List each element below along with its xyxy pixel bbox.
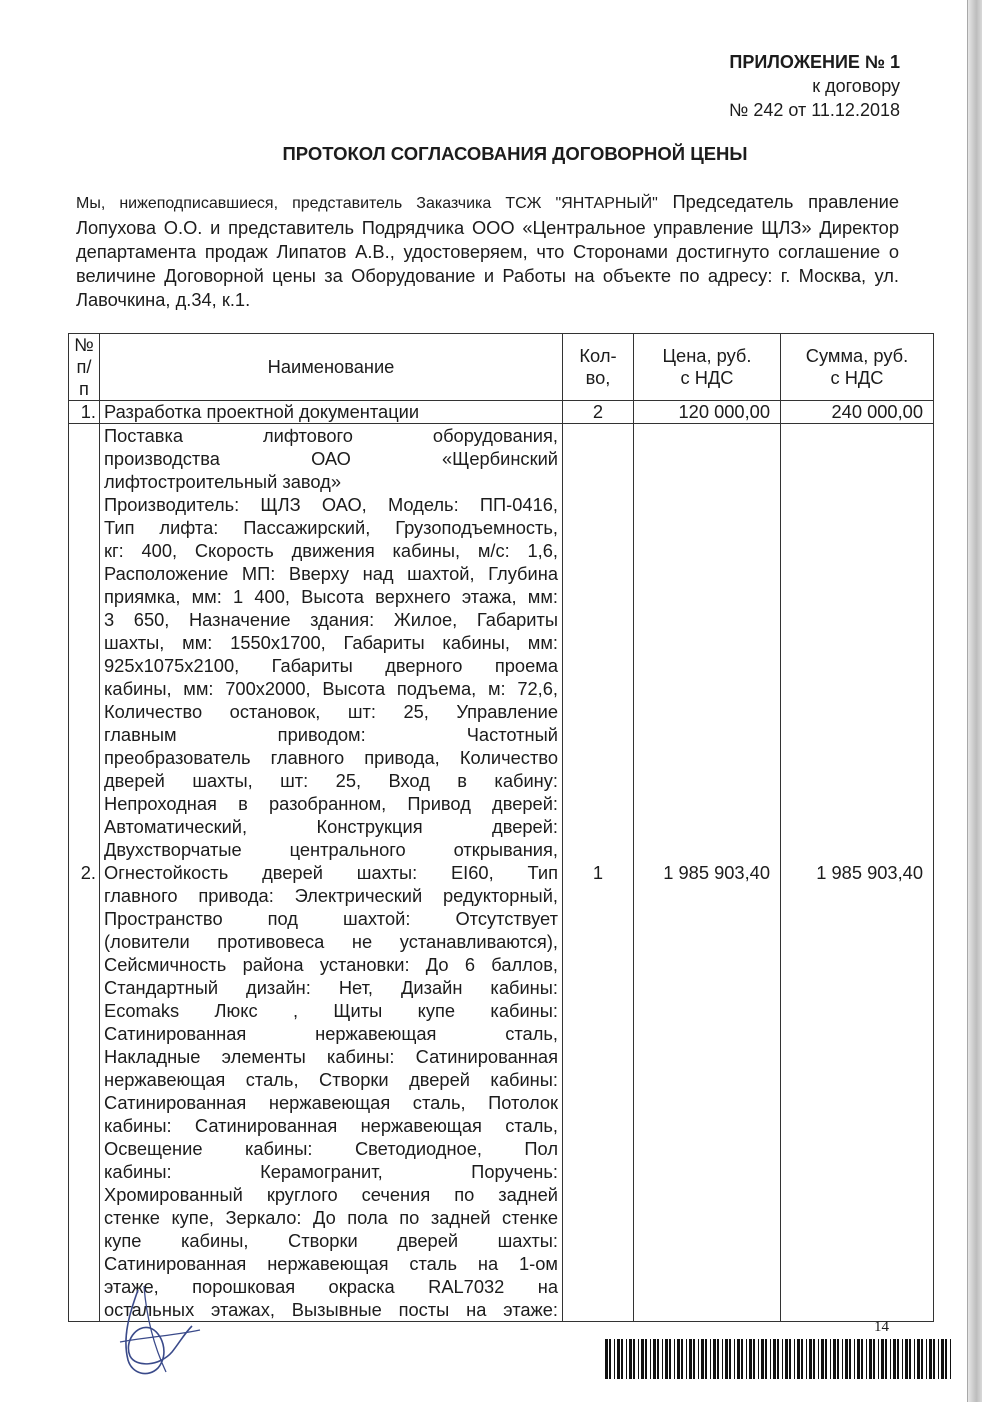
barcode-bar <box>729 1339 731 1379</box>
description-line: лифтостроительный завод» <box>104 471 342 492</box>
description-line: Количество остановок, шт: 25, Управление <box>104 701 558 722</box>
description-line: Непроходная в разобранном, Привод дверей: <box>104 793 558 814</box>
barcode-bar <box>753 1339 755 1379</box>
description-line: Автоматический, Конструкция дверей: <box>104 816 558 837</box>
barcode-bar <box>873 1339 875 1379</box>
description-line: дверей шахты, шт: 25, Вход в кабину: <box>104 770 558 791</box>
barcode-bar <box>641 1339 644 1379</box>
barcode-bar <box>693 1339 695 1379</box>
barcode-bar <box>681 1339 683 1379</box>
barcode-bar <box>861 1339 863 1379</box>
barcode-bar <box>770 1339 771 1379</box>
barcode-bar <box>645 1339 647 1379</box>
description-line: преобразователь главного привода, Количество <box>104 747 558 768</box>
description-line: Сатинированная нержавеющая сталь на 1-ом <box>104 1253 558 1274</box>
barcode-bar <box>657 1339 659 1379</box>
table-row <box>69 401 934 424</box>
barcode-bar <box>933 1339 935 1379</box>
description-line: Двухстворчатые центрального открывания, <box>104 839 558 860</box>
barcode-bar <box>893 1339 896 1379</box>
description-line: кабины: Керамогранит, Поручень: <box>104 1161 558 1182</box>
intro-paragraph <box>76 190 899 312</box>
description-line: кабины, мм: 700х2000, Высота подъема, м: 72,6, <box>104 678 558 699</box>
row-price: 1 985 903,40 <box>634 424 781 1322</box>
barcode-bar <box>809 1339 812 1379</box>
price-table <box>68 333 934 1322</box>
barcode-bar <box>945 1339 947 1379</box>
barcode-bar <box>837 1339 839 1379</box>
barcode-bar <box>902 1339 903 1379</box>
description-line: кабины: Сатинированная нержавеющая сталь, <box>104 1115 558 1136</box>
description-line: шахты, мм: 1550х1700, Габариты кабины, мм: <box>104 632 558 653</box>
description-line: купе кабины, Створки дверей шахты: <box>104 1230 558 1251</box>
description-line: главным приводом: Частотный <box>104 724 558 745</box>
appendix-header <box>729 50 900 122</box>
description-line: 925х1075х2100, Габариты дверного проема <box>104 655 558 676</box>
header-qty: Кол- во, <box>563 334 634 401</box>
barcode-bar <box>737 1339 740 1379</box>
barcode-bar <box>842 1339 843 1379</box>
barcode-bar <box>686 1339 687 1379</box>
row-description <box>100 424 563 1322</box>
barcode-bar <box>621 1339 623 1379</box>
description-line: (ловители противовеса не устанавливаются), <box>104 931 558 952</box>
barcode-bar <box>617 1339 620 1379</box>
barcode-bar <box>765 1339 767 1379</box>
barcode-bar <box>833 1339 836 1379</box>
barcode-bar <box>905 1339 908 1379</box>
row-sum: 240 000,00 <box>781 401 934 424</box>
barcode-bar <box>854 1339 855 1379</box>
barcode-bar <box>821 1339 824 1379</box>
barcode-bar <box>717 1339 719 1379</box>
barcode-bar <box>929 1339 932 1379</box>
description-line: приямка, мм: 1 400, Высота верхнего этажа, мм: <box>104 586 558 607</box>
barcode-bar <box>626 1339 627 1379</box>
barcode-bar <box>773 1339 776 1379</box>
barcode-bar <box>909 1339 911 1379</box>
barcode-bar <box>741 1339 743 1379</box>
barcode-image <box>605 1339 955 1379</box>
header-sum: Сумма, руб. с НДС <box>781 334 934 401</box>
barcode-bar <box>950 1339 951 1379</box>
barcode-bar <box>605 1339 608 1379</box>
description-line: Хромированный круглого сечения по задней <box>104 1184 558 1205</box>
barcode-bar <box>845 1339 848 1379</box>
barcode-bar <box>818 1339 819 1379</box>
description-line: главного привода: Электрический редукторный, <box>104 885 558 906</box>
barcode-bar <box>698 1339 699 1379</box>
barcode-bar <box>722 1339 723 1379</box>
description-line: этаже, порошковая окраска RAL7032 на <box>104 1276 558 1297</box>
barcode-bar <box>689 1339 692 1379</box>
barcode-bar <box>710 1339 711 1379</box>
barcode-bar <box>869 1339 872 1379</box>
description-line: Пространство под шахтой: Отсутствует <box>104 908 558 929</box>
page-number: 14 <box>874 1319 889 1335</box>
barcode-bar <box>701 1339 704 1379</box>
barcode-bar <box>813 1339 815 1379</box>
row-num: 1. <box>69 401 100 424</box>
description-line: 3 650, Назначение здания: Жилое, Габариты <box>104 609 558 630</box>
barcode-bar <box>761 1339 764 1379</box>
barcode-bar <box>830 1339 831 1379</box>
barcode-bar <box>794 1339 795 1379</box>
barcode-bar <box>758 1339 759 1379</box>
barcode-bar <box>609 1339 611 1379</box>
document-title: ПРОТОКОЛ СОГЛАСОВАНИЯ ДОГОВОРНОЙ ЦЕНЫ <box>282 143 748 164</box>
barcode-bar <box>797 1339 800 1379</box>
description-line: Ecomaks Люкс , Щиты купе кабины: <box>104 1000 558 1021</box>
description-line: Стандартный дизайн: Нет, Дизайн кабины: <box>104 977 558 998</box>
description-line: Огнестойкость дверей шахты: EI60, Тип <box>104 862 558 883</box>
description-line: Освещение кабины: Светодиодное, Пол <box>104 1138 558 1159</box>
intro-lead: Мы, нижеподписавшиеся, представитель Заказчика ТСЖ "ЯНТАРНЫЙ" <box>76 195 658 212</box>
table-row <box>69 424 934 1322</box>
description-line: Сатинированная нержавеющая сталь, <box>104 1023 558 1044</box>
description-line: Тип лифта: Пассажирский, Грузоподъемность, <box>104 517 558 538</box>
barcode-bar <box>677 1339 680 1379</box>
barcode-bar <box>885 1339 887 1379</box>
description-line: нержавеющая сталь, Створки дверей кабины: <box>104 1069 558 1090</box>
barcode-bar <box>633 1339 635 1379</box>
barcode-bar <box>926 1339 927 1379</box>
barcode-bar <box>878 1339 879 1379</box>
description-line: Производитель: ЩЛЗ ОАО, Модель: ПП-0416, <box>104 494 558 515</box>
header-name: Наименование <box>100 334 563 401</box>
barcode-bar <box>921 1339 923 1379</box>
description-line: Накладные элементы кабины: Сатинированная <box>104 1046 558 1067</box>
description-line: Расположение МП: Вверху над шахтой, Глубина <box>104 563 558 584</box>
description-line: производства ОАО «Щербинский <box>104 448 558 469</box>
barcode-bar <box>782 1339 783 1379</box>
barcode-bar <box>789 1339 791 1379</box>
barcode-bar <box>881 1339 884 1379</box>
barcode-bar <box>938 1339 939 1379</box>
header-num: № п/п <box>69 334 100 401</box>
barcode-bar <box>746 1339 747 1379</box>
barcode-bar <box>705 1339 707 1379</box>
page-edge <box>967 0 982 1402</box>
header-price: Цена, руб. с НДС <box>634 334 781 401</box>
barcode-bar <box>917 1339 920 1379</box>
barcode-bar <box>749 1339 752 1379</box>
barcode-bar <box>674 1339 675 1379</box>
description-line: стенке купе, Зеркало: До пола по задней стенке <box>104 1207 558 1228</box>
barcode-bar <box>806 1339 807 1379</box>
barcode-bar <box>713 1339 716 1379</box>
appendix-contract-label: к договору <box>812 76 900 96</box>
description-line: Сатинированная нержавеющая сталь, Потолок <box>104 1092 558 1113</box>
barcode-bar <box>653 1339 656 1379</box>
row-num: 2. <box>69 424 100 1322</box>
appendix-title: ПРИЛОЖЕНИЕ № 1 <box>729 52 900 72</box>
barcode-bar <box>777 1339 779 1379</box>
barcode-bar <box>725 1339 728 1379</box>
barcode-bar <box>897 1339 899 1379</box>
row-price: 120 000,00 <box>634 401 781 424</box>
barcode-bar <box>650 1339 651 1379</box>
row-sum: 1 985 903,40 <box>781 424 934 1322</box>
barcode-bar <box>662 1339 663 1379</box>
barcode-bar <box>849 1339 851 1379</box>
row-qty: 1 <box>563 424 634 1322</box>
barcode-bar <box>866 1339 867 1379</box>
signature-mark <box>100 1282 210 1382</box>
description-line: кг: 400, Скорость движения кабины, м/с: 1,6, <box>104 540 558 561</box>
barcode-bar <box>665 1339 668 1379</box>
description-line: Сейсмичность района установки: До 6 баллов, <box>104 954 558 975</box>
barcode-bar <box>801 1339 803 1379</box>
row-name: Разработка проектной документации <box>100 401 563 424</box>
barcode-bar <box>785 1339 788 1379</box>
barcode-bar <box>734 1339 735 1379</box>
barcode-bar <box>825 1339 827 1379</box>
intro-text: Председатель правление Лопухова О.О. и представитель Подрядчика ООО «Центральное управление ЩЛЗ» Директор департамента продаж Липатов А.В., удостоверяем, что Сторонами достигнуто соглашение о величине Договорной цены за Оборудование и Работы на объекте по адресу: г. Москва, ул. Лавочкина, д.34, к.1. <box>76 191 899 310</box>
barcode-bar <box>914 1339 915 1379</box>
description-line: остальных этажах, Вызывные посты на этаже: <box>104 1299 558 1320</box>
description-line: Поставка лифтового оборудования, <box>104 425 558 446</box>
barcode-bar <box>614 1339 615 1379</box>
barcode-bar <box>638 1339 639 1379</box>
barcode-bar <box>857 1339 860 1379</box>
barcode-bar <box>890 1339 891 1379</box>
appendix-contract-number: № 242 от 11.12.2018 <box>729 100 900 120</box>
barcode-bar <box>941 1339 944 1379</box>
table-header-row <box>69 334 934 401</box>
barcode-bar <box>629 1339 632 1379</box>
row-qty: 2 <box>563 401 634 424</box>
barcode-bar <box>669 1339 671 1379</box>
